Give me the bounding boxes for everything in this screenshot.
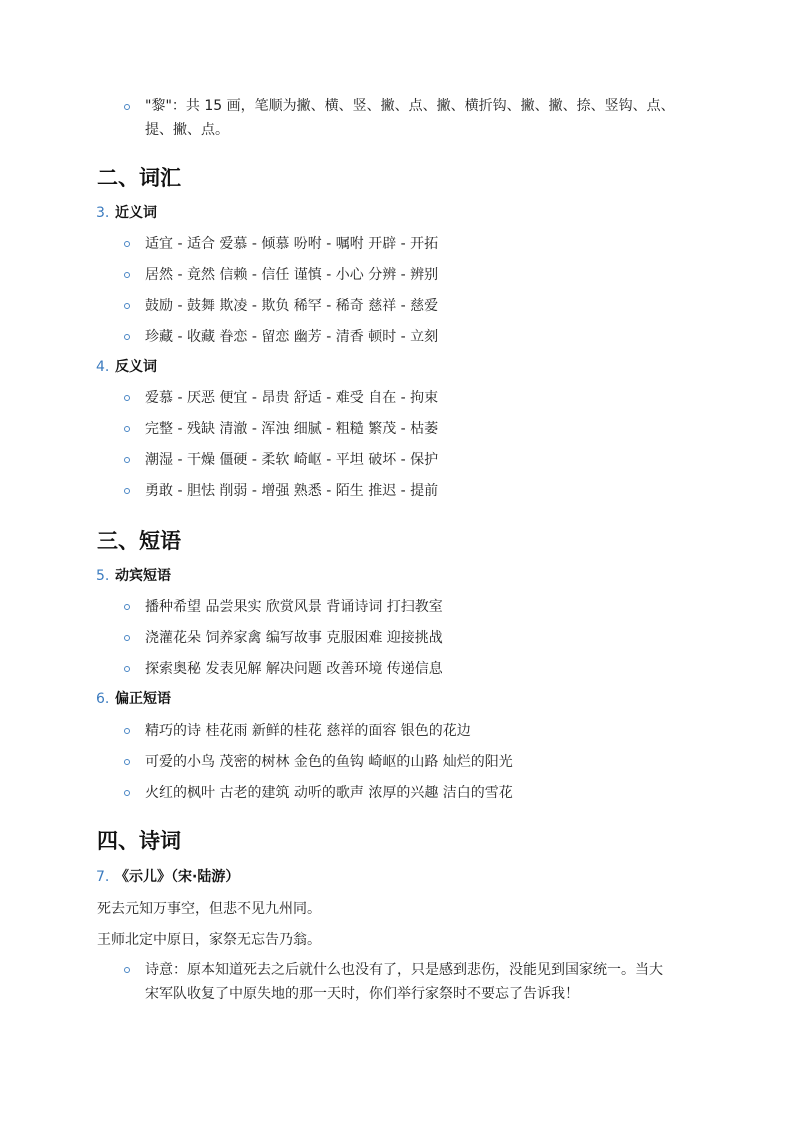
bullet-icon xyxy=(124,303,130,309)
poem-title: 《示儿》（宋·陆游） xyxy=(115,869,240,885)
list-item: 浇灌花朵 饲养家禽 编写故事 克服困难 迎接挑战 xyxy=(145,630,443,646)
list-number: 7. xyxy=(96,869,110,885)
list-number: 3. xyxy=(96,205,110,221)
section-heading-poetry: 四、诗词 xyxy=(97,828,181,853)
bullet-icon xyxy=(124,334,130,340)
subheading-antonyms: 反义词 xyxy=(115,359,157,375)
list-item: 可爱的小鸟 茂密的树林 金色的鱼钩 崎岖的山路 灿烂的阳光 xyxy=(145,754,513,770)
bullet-icon xyxy=(124,457,130,463)
list-item: 爱慕 - 厌恶 便宜 - 昂贵 舒适 - 难受 自在 - 拘束 xyxy=(145,390,439,406)
poem-line-2: 王师北定中原日，家祭无忘告乃翁。 xyxy=(97,932,321,948)
subheading-synonyms: 近义词 xyxy=(115,205,157,221)
bullet-icon xyxy=(124,395,130,401)
poem-meaning-line-1: 诗意：原本知道死去之后就什么也没有了，只是感到悲伤，没能见到国家统一。当大 xyxy=(145,962,663,978)
bullet-icon xyxy=(124,272,130,278)
stroke-order-line-2: 提、撇、点。 xyxy=(145,122,229,138)
list-number: 4. xyxy=(96,359,110,375)
stroke-order-line-1: "黎"：共 15 画，笔顺为撇、横、竖、撇、点、撇、横折钩、撇、撇、捺、竖钩、点、 xyxy=(145,98,675,114)
bullet-icon xyxy=(124,241,130,247)
bullet-icon xyxy=(124,635,130,641)
bullet-icon xyxy=(124,426,130,432)
list-item: 适宜 - 适合 爱慕 - 倾慕 吩咐 - 嘱咐 开辟 - 开拓 xyxy=(145,236,439,252)
subheading-verb-object: 动宾短语 xyxy=(115,568,171,584)
list-item: 勇敢 - 胆怯 削弱 - 增强 熟悉 - 陌生 推迟 - 提前 xyxy=(145,483,439,499)
bullet-icon xyxy=(124,728,130,734)
subheading-modifier: 偏正短语 xyxy=(115,691,171,707)
list-item: 完整 - 残缺 清澈 - 浑浊 细腻 - 粗糙 繁茂 - 枯萎 xyxy=(145,421,439,437)
list-item: 探索奥秘 发表见解 解决问题 改善环境 传递信息 xyxy=(145,661,443,677)
bullet-icon xyxy=(124,104,130,110)
list-item: 播种希望 品尝果实 欣赏风景 背诵诗词 打扫教室 xyxy=(145,599,443,615)
list-number: 5. xyxy=(96,568,110,584)
bullet-icon xyxy=(124,790,130,796)
section-heading-vocabulary: 二、词汇 xyxy=(97,165,181,190)
list-item: 精巧的诗 桂花雨 新鲜的桂花 慈祥的面容 银色的花边 xyxy=(145,723,471,739)
section-heading-phrases: 三、短语 xyxy=(97,528,181,553)
list-item: 火红的枫叶 古老的建筑 动听的歌声 浓厚的兴趣 洁白的雪花 xyxy=(145,785,513,801)
bullet-icon xyxy=(124,759,130,765)
bullet-icon xyxy=(124,666,130,672)
poem-line-1: 死去元知万事空，但悲不见九州同。 xyxy=(97,901,321,917)
list-item: 珍藏 - 收藏 眷恋 - 留恋 幽芳 - 清香 顿时 - 立刻 xyxy=(145,329,439,345)
list-item: 居然 - 竟然 信赖 - 信任 谨慎 - 小心 分辨 - 辨别 xyxy=(145,267,439,283)
bullet-icon xyxy=(124,488,130,494)
list-item: 潮湿 - 干燥 僵硬 - 柔软 崎岖 - 平坦 破坏 - 保护 xyxy=(145,452,439,468)
list-number: 6. xyxy=(96,691,110,707)
bullet-icon xyxy=(124,967,130,973)
bullet-icon xyxy=(124,604,130,610)
poem-meaning-line-2: 宋军队收复了中原失地的那一天时，你们举行家祭时不要忘了告诉我！ xyxy=(145,986,579,1002)
list-item: 鼓励 - 鼓舞 欺凌 - 欺负 稀罕 - 稀奇 慈祥 - 慈爱 xyxy=(145,298,439,314)
